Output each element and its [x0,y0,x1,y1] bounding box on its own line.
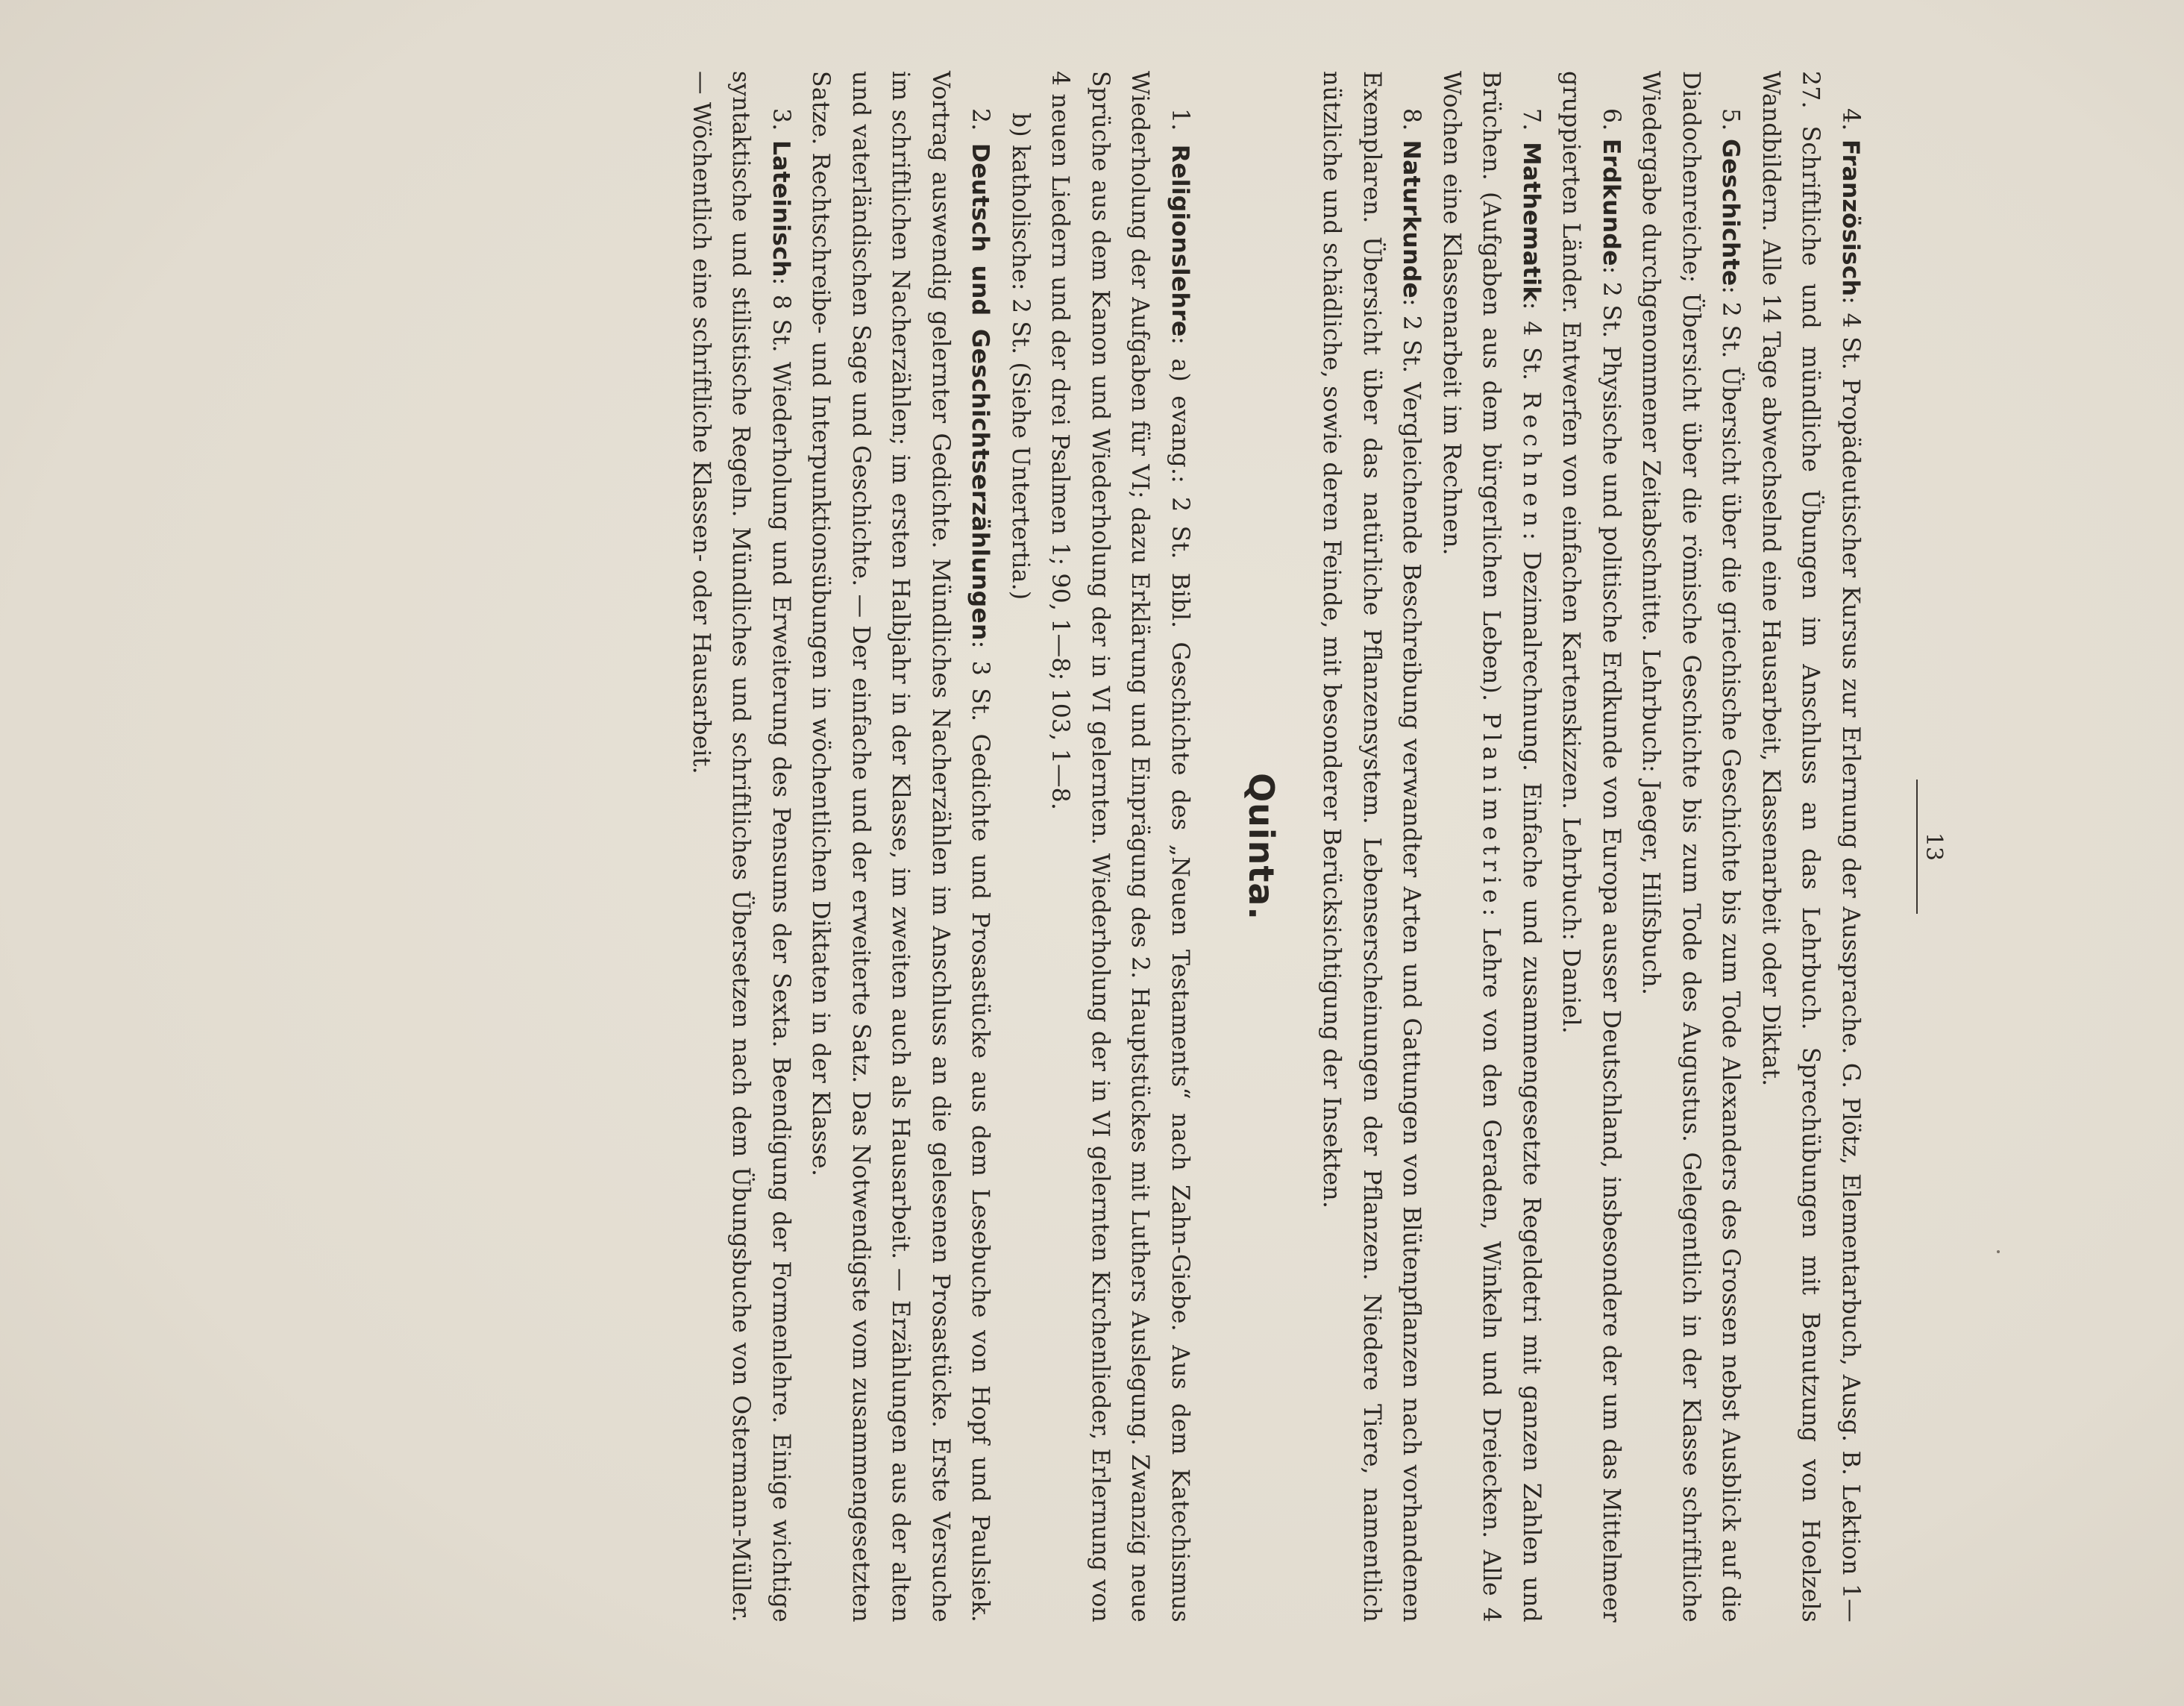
separator: : [1598,266,1625,275]
separator: : [1398,298,1425,307]
separator: : [1167,336,1193,345]
paragraph-text: 2 St. Vergleichende Beschreibung verwandter Arten und Gattungen von Blütenpflanzen nach vorhandenen Exemplaren. Übersicht über das natürliche Pflanzensystem. Lebenserscheinungen der Pflanzen. Niedere Tiere, namentlich nützliche und schädliche, sowie deren Feinde, mit besonderer Berücksichtigung der Insekten. [1318,71,1425,1622]
section-heading-quinta: Quinta. [1241,773,1281,921]
paragraph-religionslehre-katholisch: b) katholische: 2 St. (Siehe Untertertia.) [1007,113,1034,600]
paragraph-deutsch [800,71,1000,1622]
paragraph-religionslehre [1040,71,1199,1622]
subject-keyword: Erdkunde [1598,138,1625,266]
subject-keyword: Geschichte [1717,139,1745,286]
separator: : [1837,296,1864,305]
paragraph-text: : Lehre von den Geraden, Winkeln und Dreiecken. Alle 4 Wochen eine Klassenarbeit im Rechnen. [1438,71,1505,1622]
subject-keyword: Naturkunde [1398,139,1425,298]
spaced-term-planimetrie: Planimetrie [1478,712,1505,909]
paragraph-erdkunde [1551,71,1631,1622]
item-number: 2. [967,108,994,131]
paragraph-lateinisch [681,71,801,1622]
item-number: 7. [1518,108,1545,131]
paragraph-text: 4 St. Propädeutischer Kursus zur Erlernung der Aussprache. G. Plötz, Elementarbuch, Ausg. B. Lektion 1—27. Schriftliche und mündliche Übungen im Anschluss an das Lehrbuch. Sprechübungen mit Benutzung von Hoelzels Wandbildern. Alle 14 Tage abwechselnd eine Hausarbeit, Klassenarbeit oder Diktat. [1757,71,1864,1622]
separator: : [768,277,794,286]
item-number: 8. [1398,108,1425,131]
subject-keyword: Französisch [1837,139,1864,297]
paragraph-text: a) evang.: 2 St. Bibl. Geschichte des „Neuen Testaments“ nach Zahn-Giebe. Aus dem Katechismus Wiederholung der Aufgaben für VI; dazu Erklärung und Einprägung des 2. Hauptstückes mit Luthers Auslegung. Zwanzig neue Sprüche aus dem Kanon und Wiederholung der in VI gelernten. Wiederholung der in VI gelernten Kirchenlieder, Erlernung von 4 neuen Liedern und der drei Psalmen 1; 90, 1—8; 103, 1—8. [1046,71,1193,1622]
paragraph-text: 4 St. [1518,310,1545,392]
paragraph-text: 2 St. Übersicht über die griechische Geschichte bis zum Tode Alexanders des Grossen nebst Ausblick auf die Diadochenreiche; Übersicht über die römische Geschichte bis zum Tode des Augustus. Gelegentlich in der Klasse schriftliche Wiedergabe durchgenommener Zeitabschnitte. Lehrbuch: Jaeger, Hilfsbuch. [1637,71,1745,1622]
paragraph-text: 8 St. Wiederholung und Erweiterung des Pensums der Sexta. Beendigung der Formenlehre. Einige wichtige syntaktische und stilistische Regeln. Mündliches und schriftliches Übersetzen nach dem Übungsbuche von Ostermann-Müller. — Wöchentlich eine schriftliche Klassen- oder Hausarbeit. [688,71,794,1623]
item-number: 1. [1167,108,1193,131]
subject-keyword: Lateinisch [768,139,794,277]
separator: : [967,640,994,649]
paragraph-mathematik [1431,71,1551,1622]
paragraph-franzoesisch [1751,71,1871,1622]
page-number-rule [1916,780,1918,914]
paragraph-text: 2 St. Physische und politische Erdkunde von Europa ausser Deutschland, insbesondere der um das Mittelmeer gruppierten Länder. Entwerfen von einfachen Kartenskizzen. Lehrbuch: Daniel. [1557,71,1625,1623]
paragraph-geschichte [1631,71,1751,1622]
rotated-text-block [276,71,1947,1622]
separator: : [1518,301,1545,310]
paragraph-naturkunde [1311,71,1431,1622]
paragraph-text: 3 St. Gedichte und Prosastücke aus dem Lesebuche von Hopf und Paulsiek. Vortrag auswendig gelernter Gedichte. Mündliches Nacherzählen im Anschluss an die gelesenen Prosastücke. Erste Versuche im schriftlichen Nacherzählen; im ersten Halbjahr in der Klasse, im zweiten auch als Hausarbeit. — Erzählungen aus der alten und vaterländischen Sage und Geschichte. — Der einfache und der erweiterte Satz. Das Notwendigste vom zusammengesetzten Satze. Rechtschreibe- und Interpunktionsübungen in wöchentlichen Diktaten in der Klasse. [807,71,994,1622]
page-number: 13 [1921,832,1947,862]
subject-keyword: Religionslehre [1167,144,1193,337]
item-number: 5. [1717,108,1745,131]
paragraph-text: : Dezimalrechnung. Einfache und zusammengesetzte Regeldetri mit ganzen Zahlen und Brüchen. (Aufgaben aus dem bürgerlichen Leben). [1478,71,1545,1622]
subject-keyword: Mathematik [1518,142,1545,302]
spaced-term-rechnen: Rechnen [1518,391,1545,533]
item-number: 4. [1837,108,1864,131]
subject-keyword: Deutsch und Geschichtserzählungen [967,142,994,641]
item-number: 3. [768,108,794,131]
paper-speck [1997,1250,2000,1253]
separator: : [1717,286,1745,295]
item-number: 6. [1598,108,1625,131]
